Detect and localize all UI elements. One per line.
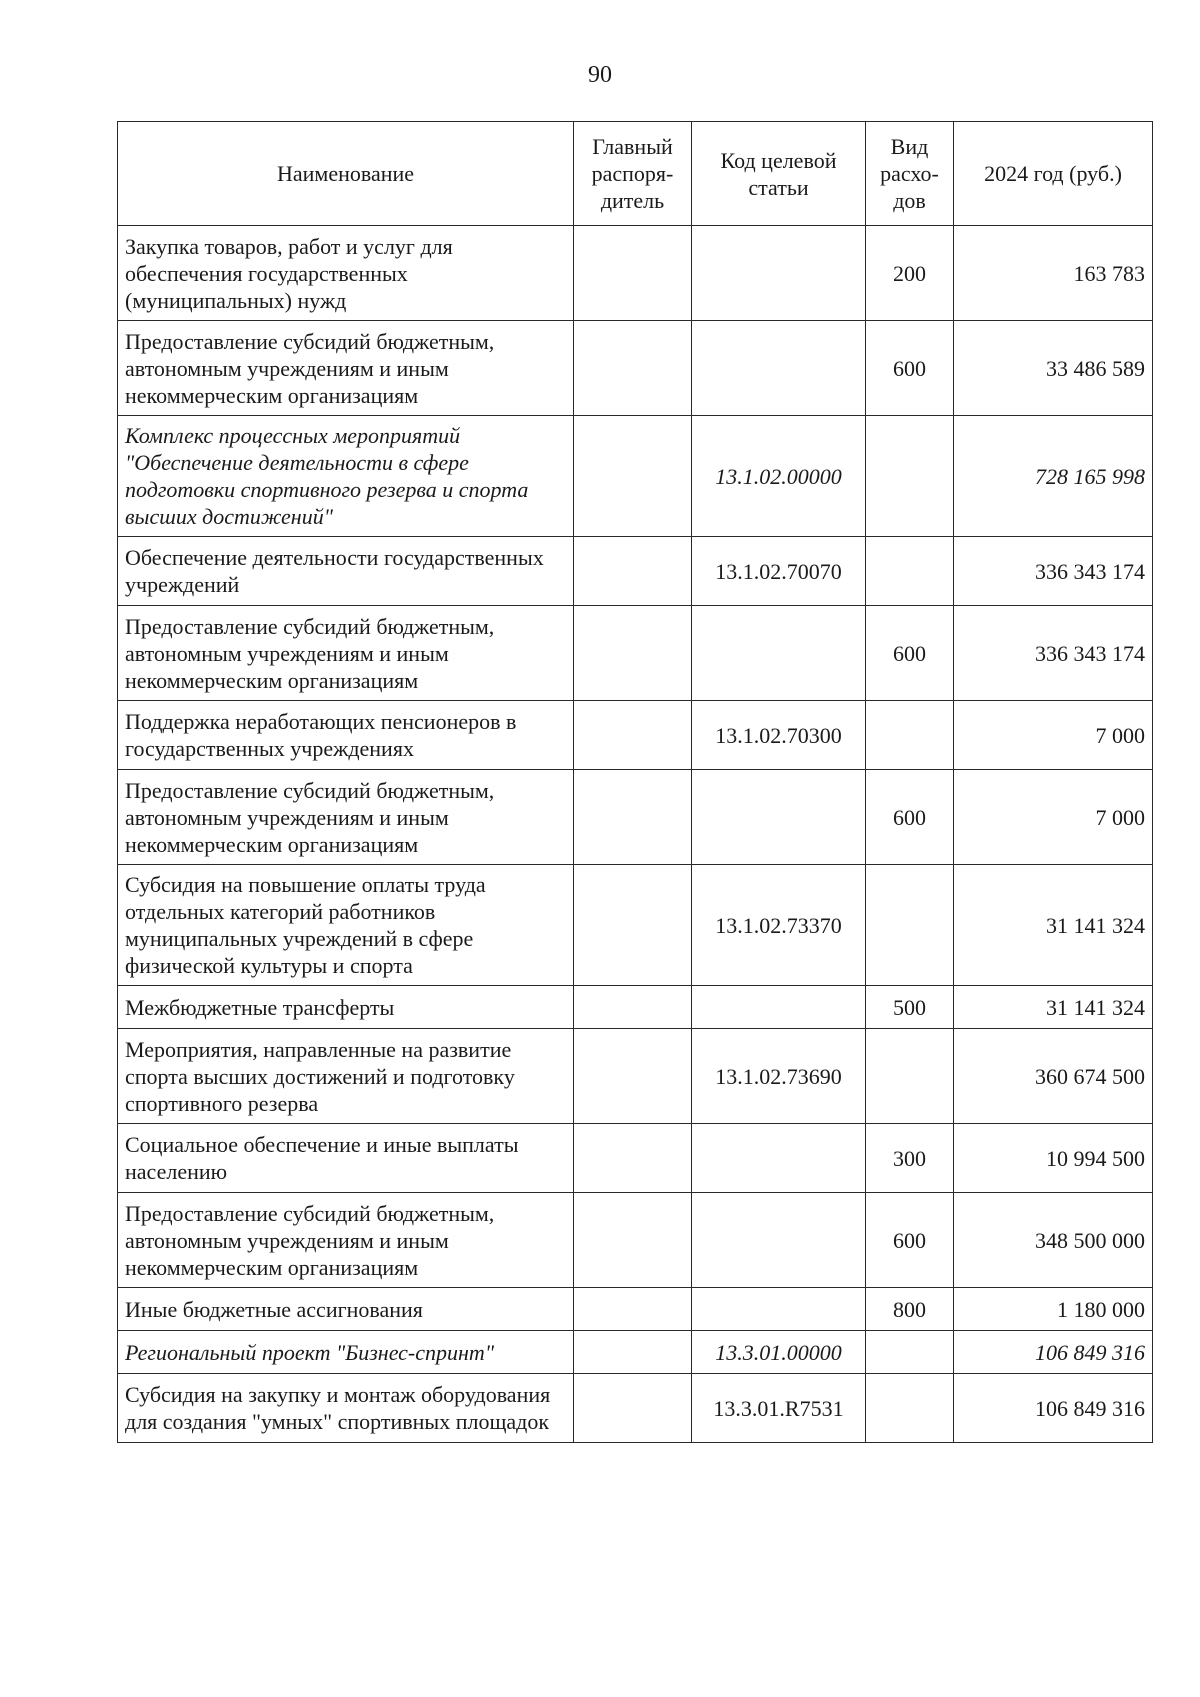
row-expense-type-cell: 600 [866, 606, 954, 701]
table-row [118, 321, 1153, 416]
table-body [118, 226, 1153, 1443]
row-code-cell: 13.1.02.73690 [692, 1029, 866, 1124]
row-manager-cell [574, 1193, 692, 1288]
row-expense-type-cell: 800 [866, 1288, 954, 1331]
table-row [118, 701, 1153, 770]
row-name-cell: Предоставление субсидий бюджетным, автономным учреждениям и иным некоммерческим организациям [118, 1193, 574, 1288]
row-manager-cell [574, 1288, 692, 1331]
row-code-cell: 13.1.02.73370 [692, 865, 866, 986]
row-code-cell: 13.3.01.R7531 [692, 1374, 866, 1443]
row-name-cell: Субсидия на повышение оплаты труда отдельных категорий работников муниципальных учреждений в сфере физической культуры и спорта [118, 865, 574, 986]
header-expense-type: Вид расхо-дов [866, 122, 954, 226]
row-amount-cell: 31 141 324 [954, 986, 1153, 1029]
row-name-cell: Субсидия на закупку и монтаж оборудования для создания "умных" спортивных площадок [118, 1374, 574, 1443]
row-name-cell: Предоставление субсидий бюджетным, автономным учреждениям и иным некоммерческим организациям [118, 770, 574, 865]
row-expense-type-cell [866, 865, 954, 986]
table-row [118, 1124, 1153, 1193]
table-row [118, 986, 1153, 1029]
row-manager-cell [574, 770, 692, 865]
row-code-cell: 13.1.02.00000 [692, 416, 866, 537]
row-amount-cell: 106 849 316 [954, 1331, 1153, 1374]
row-amount-cell: 163 783 [954, 226, 1153, 321]
budget-table [117, 121, 1153, 1443]
row-name-cell: Поддержка неработающих пенсионеров в государственных учреждениях [118, 701, 574, 770]
row-code-cell [692, 226, 866, 321]
row-manager-cell [574, 537, 692, 606]
row-manager-cell [574, 1124, 692, 1193]
row-expense-type-cell [866, 1331, 954, 1374]
header-target-code: Код целевой статьи [692, 122, 866, 226]
row-expense-type-cell: 600 [866, 770, 954, 865]
row-code-cell [692, 1124, 866, 1193]
row-expense-type-cell: 200 [866, 226, 954, 321]
table-row [118, 770, 1153, 865]
row-amount-cell: 336 343 174 [954, 537, 1153, 606]
row-amount-cell: 7 000 [954, 701, 1153, 770]
row-code-cell: 13.1.02.70070 [692, 537, 866, 606]
table-row [118, 1331, 1153, 1374]
row-code-cell [692, 986, 866, 1029]
row-amount-cell: 728 165 998 [954, 416, 1153, 537]
row-name-cell: Закупка товаров, работ и услуг для обеспечения государственных (муниципальных) нужд [118, 226, 574, 321]
row-name-cell: Социальное обеспечение и иные выплаты населению [118, 1124, 574, 1193]
row-name-cell: Предоставление субсидий бюджетным, автономным учреждениям и иным некоммерческим организациям [118, 606, 574, 701]
page-number: 90 [588, 62, 612, 88]
row-name-cell: Межбюджетные трансферты [118, 986, 574, 1029]
row-amount-cell: 10 994 500 [954, 1124, 1153, 1193]
row-expense-type-cell: 600 [866, 321, 954, 416]
table-row [118, 537, 1153, 606]
row-manager-cell [574, 606, 692, 701]
row-amount-cell: 106 849 316 [954, 1374, 1153, 1443]
row-name-cell: Иные бюджетные ассигнования [118, 1288, 574, 1331]
table-header-row [118, 122, 1153, 226]
table-row [118, 1374, 1153, 1443]
table-row [118, 606, 1153, 701]
row-name-cell: Предоставление субсидий бюджетным, автономным учреждениям и иным некоммерческим организациям [118, 321, 574, 416]
row-expense-type-cell [866, 416, 954, 537]
row-code-cell [692, 1193, 866, 1288]
row-amount-cell: 1 180 000 [954, 1288, 1153, 1331]
row-amount-cell: 33 486 589 [954, 321, 1153, 416]
row-manager-cell [574, 416, 692, 537]
row-amount-cell: 348 500 000 [954, 1193, 1153, 1288]
row-amount-cell: 31 141 324 [954, 865, 1153, 986]
row-manager-cell [574, 1374, 692, 1443]
header-main-manager: Главный распоря-дитель [574, 122, 692, 226]
header-amount: 2024 год (руб.) [954, 122, 1153, 226]
row-amount-cell: 7 000 [954, 770, 1153, 865]
table-row [118, 1029, 1153, 1124]
row-expense-type-cell [866, 537, 954, 606]
row-name-cell: Комплекс процессных мероприятий "Обеспечение деятельности в сфере подготовки спортивного резерва и спорта высших достижений" [118, 416, 574, 537]
row-manager-cell [574, 1331, 692, 1374]
row-expense-type-cell [866, 1374, 954, 1443]
row-name-cell: Мероприятия, направленные на развитие спорта высших достижений и подготовку спортивного резерва [118, 1029, 574, 1124]
row-code-cell: 13.3.01.00000 [692, 1331, 866, 1374]
row-manager-cell [574, 701, 692, 770]
row-expense-type-cell: 600 [866, 1193, 954, 1288]
row-expense-type-cell: 500 [866, 986, 954, 1029]
row-expense-type-cell [866, 1029, 954, 1124]
header-name: Наименование [118, 122, 574, 226]
table-row [118, 416, 1153, 537]
row-name-cell: Региональный проект "Бизнес-спринт" [118, 1331, 574, 1374]
row-amount-cell: 360 674 500 [954, 1029, 1153, 1124]
row-manager-cell [574, 986, 692, 1029]
table-row [118, 1193, 1153, 1288]
row-code-cell [692, 1288, 866, 1331]
table-row [118, 226, 1153, 321]
row-code-cell [692, 321, 866, 416]
row-manager-cell [574, 226, 692, 321]
row-expense-type-cell: 300 [866, 1124, 954, 1193]
row-manager-cell [574, 1029, 692, 1124]
row-amount-cell: 336 343 174 [954, 606, 1153, 701]
row-name-cell: Обеспечение деятельности государственных учреждений [118, 537, 574, 606]
row-code-cell [692, 770, 866, 865]
row-expense-type-cell [866, 701, 954, 770]
table-row [118, 865, 1153, 986]
row-code-cell: 13.1.02.70300 [692, 701, 866, 770]
row-manager-cell [574, 321, 692, 416]
row-code-cell [692, 606, 866, 701]
row-manager-cell [574, 865, 692, 986]
table-row [118, 1288, 1153, 1331]
